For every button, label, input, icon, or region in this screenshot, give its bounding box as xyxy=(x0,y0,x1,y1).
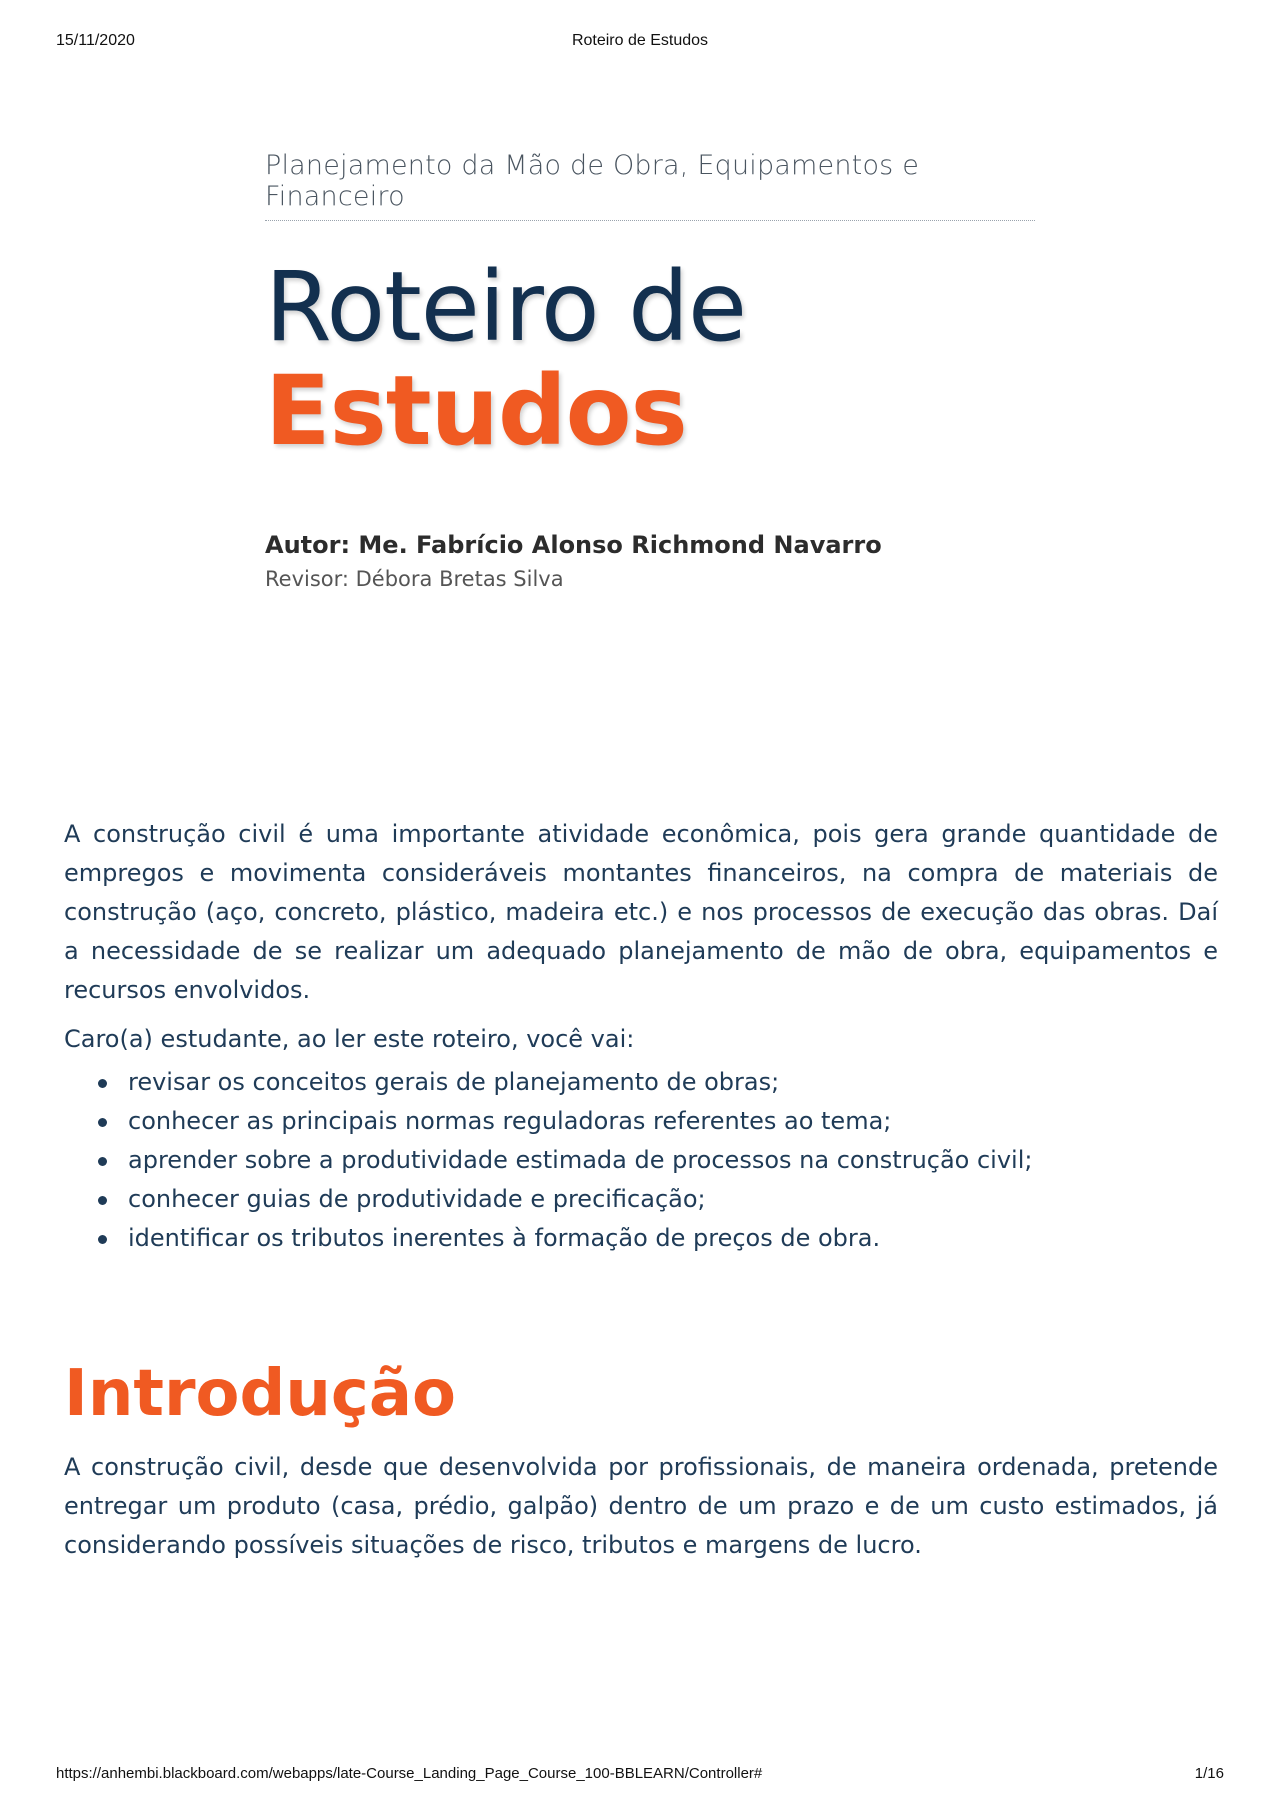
section-heading-introducao: Introdução xyxy=(64,1357,456,1431)
print-date: 15/11/2020 xyxy=(56,32,135,49)
cover-section xyxy=(265,150,1035,591)
objectives-intro: Caro(a) estudante, ao ler este roteiro, você vai: xyxy=(64,1025,635,1053)
reviewer: Revisor: Débora Bretas Silva xyxy=(265,567,564,591)
document-title xyxy=(265,251,1035,467)
bullet-icon xyxy=(98,1196,107,1205)
bullet-icon xyxy=(98,1157,107,1166)
list-item-text: aprender sobre a produtividade estimada de processos na construção civil; xyxy=(128,1146,1033,1174)
course-name: Planejamento da Mão de Obra, Equipamentos e Financeiro xyxy=(265,150,1035,221)
list-item-text: revisar os conceitos gerais de planejamento de obras; xyxy=(128,1068,780,1096)
list-item xyxy=(128,1141,1218,1180)
author: Autor: Me. Fabrício Alonso Richmond Navarro xyxy=(265,531,882,559)
list-item xyxy=(128,1102,1218,1141)
print-header xyxy=(56,32,1224,52)
objectives-list xyxy=(64,1063,1218,1258)
list-item xyxy=(128,1063,1218,1102)
intro-paragraph: A construção civil é uma importante atividade econômica, pois gera grande quantidade de empregos e movimenta consideráveis montantes financeiros, na compra de materiais de construção (aço, concreto, plástico, madeira etc.) e nos processos de execução das obras. Daí a necessidade de se realizar um adequado planejamento de mão de obra, equipamentos e recursos envolvidos. xyxy=(64,820,1218,1004)
print-footer xyxy=(56,1765,1224,1785)
list-item-text: conhecer as principais normas reguladoras referentes ao tema; xyxy=(128,1107,892,1135)
bullet-icon xyxy=(98,1079,107,1088)
print-title: Roteiro de Estudos xyxy=(571,32,709,49)
list-item xyxy=(128,1180,1218,1219)
print-url[interactable]: https://anhembi.blackboard.com/webapps/late-Course_Landing_Page_Course_100-BBLEARN/Controller# xyxy=(56,1765,763,1782)
list-item-text: conhecer guias de produtividade e precificação; xyxy=(128,1185,706,1213)
document-title-line2: Estudos xyxy=(265,355,687,467)
document-title-line1: Roteiro de xyxy=(265,251,747,363)
bullet-icon xyxy=(98,1118,107,1127)
page-number: 1/16 xyxy=(1194,1765,1224,1782)
main-content xyxy=(64,815,1218,1565)
section-paragraph: A construção civil, desde que desenvolvida por profissionais, de maneira ordenada, pretende entregar um produto (casa, prédio, galpão) dentro de um prazo e de um custo estimados, já considerando possíveis situações de risco, tributos e margens de lucro. xyxy=(64,1453,1218,1559)
list-item xyxy=(128,1219,1218,1258)
list-item-text: identificar os tributos inerentes à formação de preços de obra. xyxy=(128,1224,881,1252)
bullet-icon xyxy=(98,1235,107,1244)
